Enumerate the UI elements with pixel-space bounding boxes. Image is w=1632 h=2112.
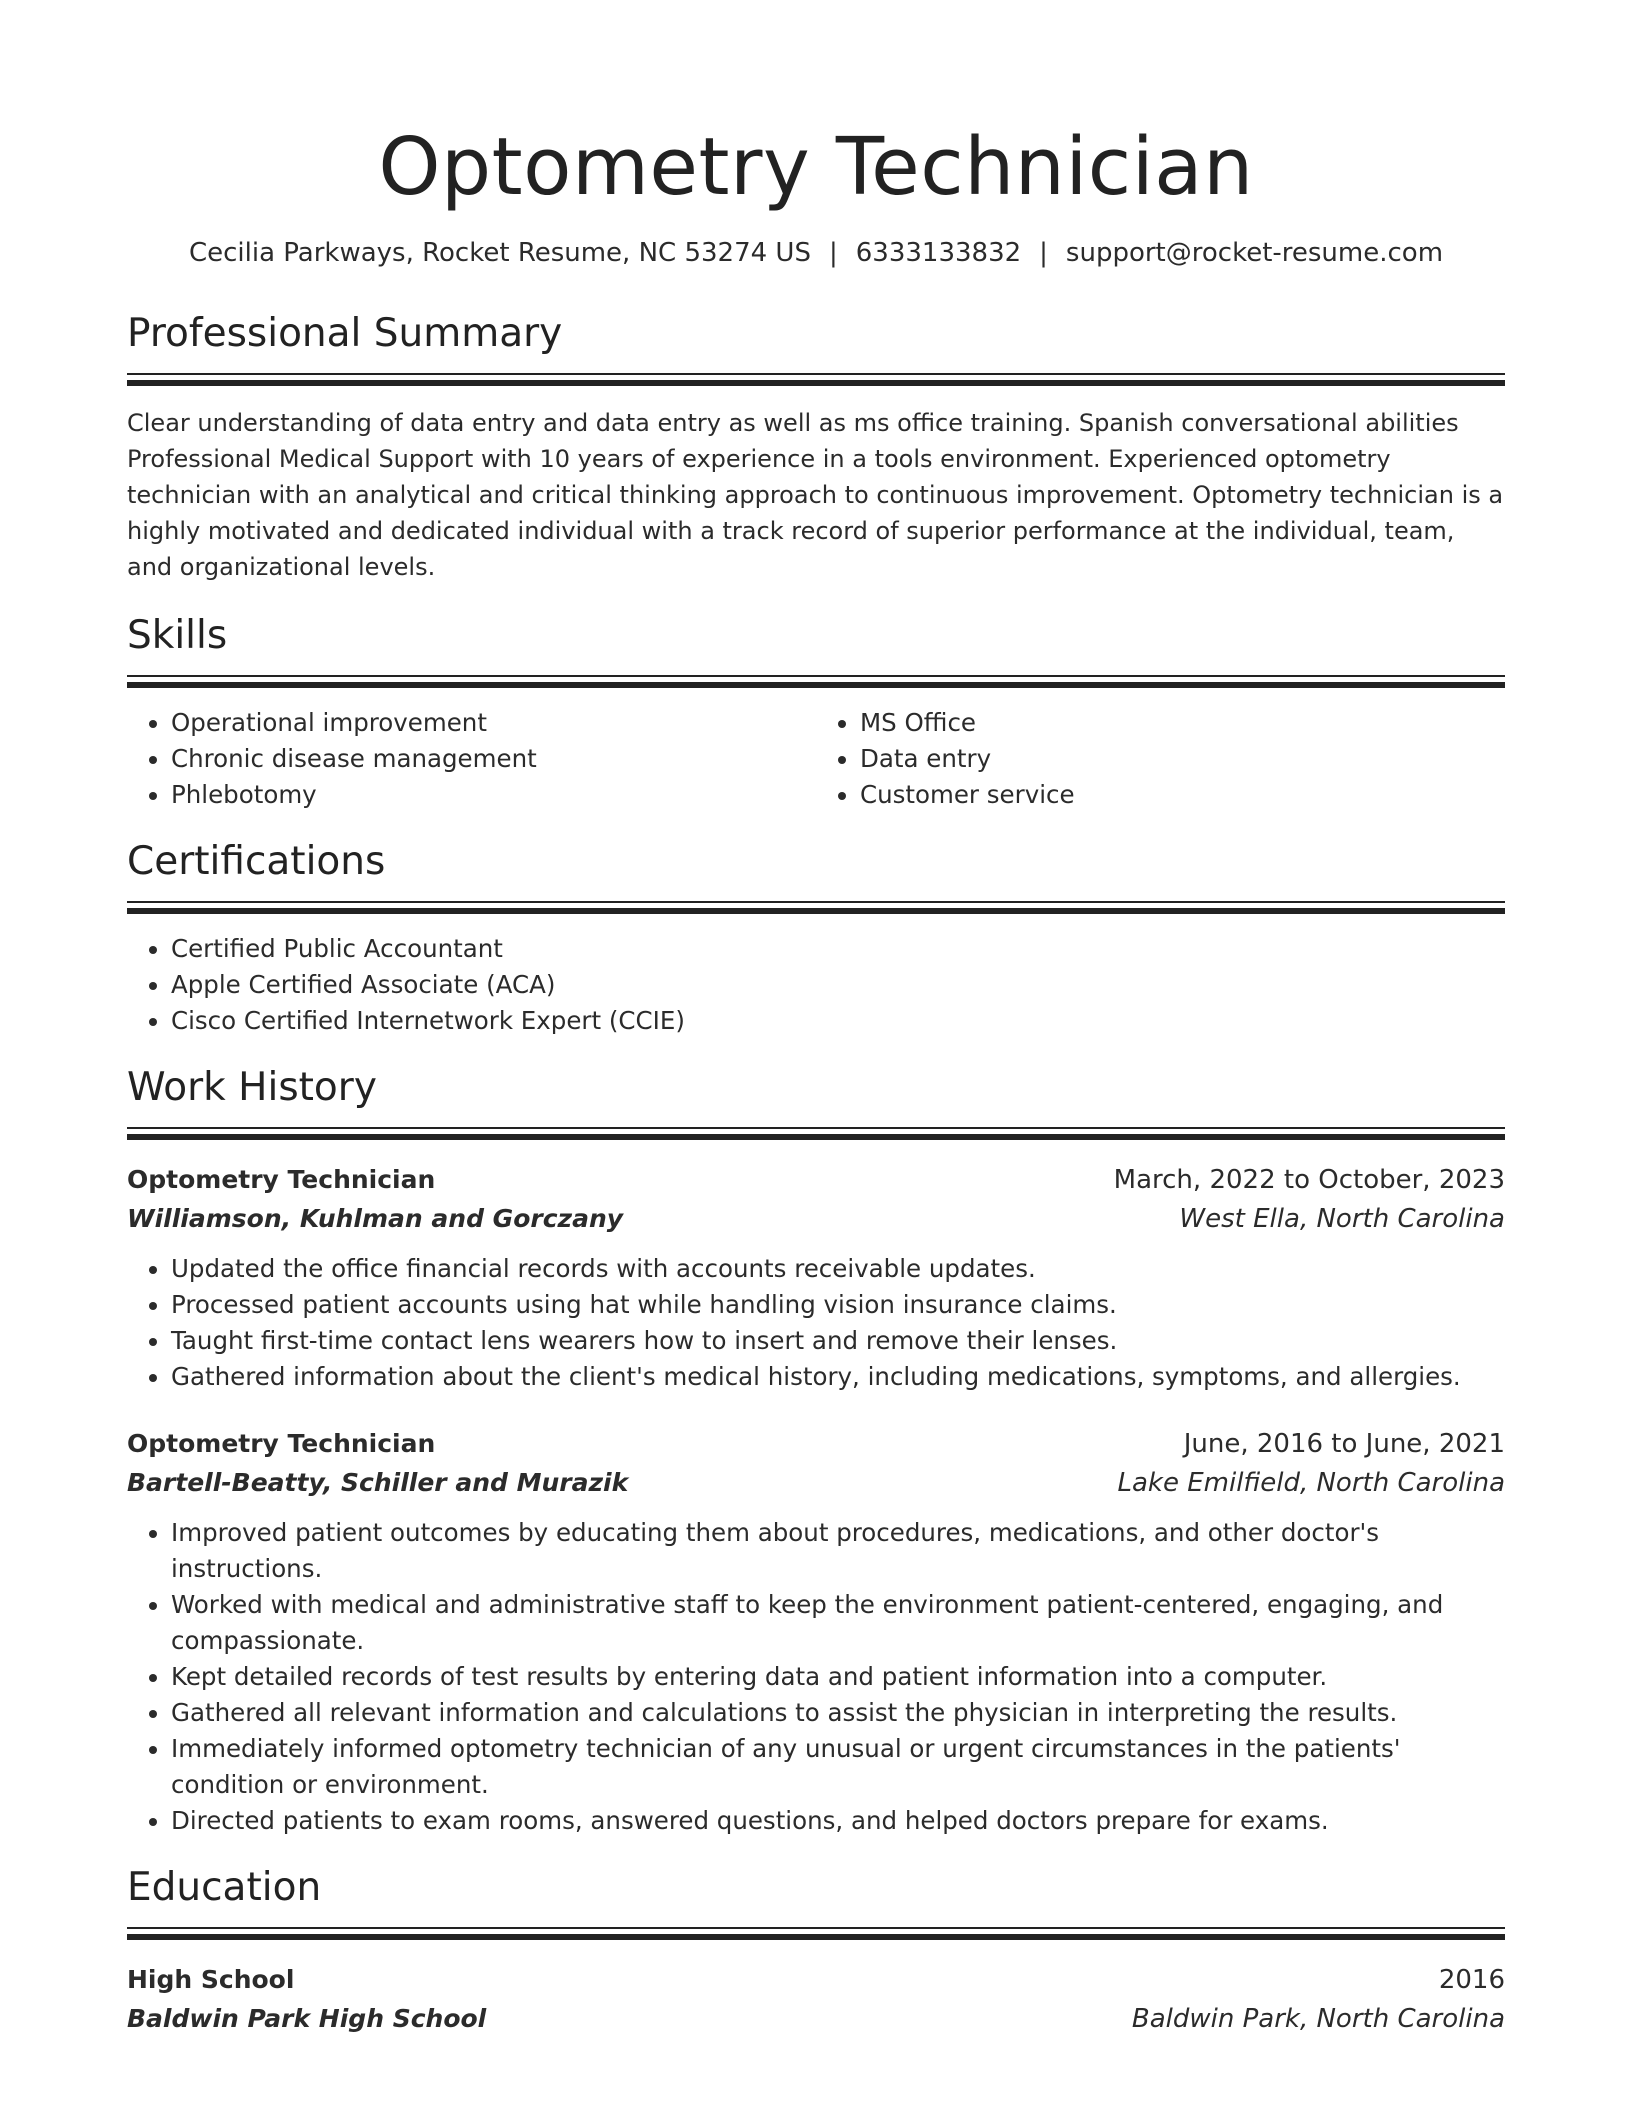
contact-separator: | — [828, 238, 838, 268]
school-location: Baldwin Park, North Carolina — [1131, 2004, 1505, 2034]
job-dates: March, 2022 to October, 2023 — [1113, 1165, 1505, 1195]
job-bullet: • Improved patient outcomes by educating them about procedures, medications, and other doctor's instructions. — [171, 1515, 1505, 1587]
job-bullet: • Directed patients to exam rooms, answered questions, and helped doctors prepare for exams. — [171, 1803, 1505, 1839]
work-history-heading: Work History — [127, 1065, 377, 1110]
job-bullets — [127, 1515, 1505, 1839]
job-dates: June, 2016 to June, 2021 — [1183, 1429, 1505, 1459]
job-bullet: • Immediately informed optometry technician of any unusual or urgent circumstances in the patients' condition or environment. — [171, 1731, 1505, 1803]
skill-item: • Chronic disease management — [171, 741, 816, 777]
skills-column-left — [127, 705, 816, 813]
skill-item: • Data entry — [860, 741, 1505, 777]
certification-item: • Apple Certified Associate (ACA) — [171, 967, 1505, 1003]
certifications-section — [127, 837, 1505, 1039]
resume-title: Optometry Technician — [378, 121, 1254, 213]
job-bullet: • Taught first-time contact lens wearers how to insert and remove their lenses. — [171, 1323, 1505, 1359]
skills-section — [127, 611, 1505, 813]
section-divider — [127, 1927, 1505, 1941]
certification-item: • Certified Public Accountant — [171, 931, 1505, 967]
summary-text: Clear understanding of data entry and data entry as well as ms office training. Spanish conversational abilities Professional Medical Support with 10 years of experience in a tools environment. Experienced optometry technician with an analytical and critical thinking approach to continuous improvement. Optometry technician is a highly motivated and dedicated individual with a track record of superior performance at the individual, team, and organizational levels. — [127, 409, 1504, 581]
contact-line — [127, 235, 1505, 271]
skill-item: • Phlebotomy — [171, 777, 816, 813]
job-bullet: • Updated the office financial records with accounts receivable updates. — [171, 1251, 1505, 1287]
company-name: Williamson, Kuhlman and Gorczany — [127, 1204, 624, 1233]
skill-item: • MS Office — [860, 705, 1505, 741]
summary-section — [127, 309, 1505, 585]
contact-phone: 6333133832 — [855, 238, 1022, 268]
job-entry — [127, 1425, 1505, 1839]
job-bullet: • Worked with medical and administrative staff to keep the environment patient-centered, engaging, and compassionate. — [171, 1587, 1505, 1659]
section-divider — [127, 675, 1505, 689]
skill-item: • Operational improvement — [171, 705, 816, 741]
skills-heading: Skills — [127, 613, 228, 658]
skills-columns — [127, 705, 1505, 813]
work-history-section — [127, 1063, 1505, 1839]
contact-separator: | — [1039, 238, 1048, 268]
skill-item: • Customer service — [860, 777, 1505, 813]
job-bullet: • Gathered all relevant information and calculations to assist the physician in interpreting the results. — [171, 1695, 1505, 1731]
education-year: 2016 — [1438, 1965, 1505, 1995]
education-entry — [127, 1961, 1505, 2039]
job-bullets — [127, 1251, 1505, 1395]
section-divider — [127, 901, 1505, 915]
company-name: Bartell-Beatty, Schiller and Murazik — [127, 1468, 629, 1497]
certifications-heading: Certifications — [127, 839, 386, 884]
job-entry — [127, 1161, 1505, 1395]
job-bullet: • Gathered information about the client's medical history, including medications, symptoms, and allergies. — [171, 1359, 1505, 1395]
job-location: West Ella, North Carolina — [1179, 1204, 1505, 1234]
contact-email: support@rocket-resume.com — [1065, 238, 1444, 268]
job-bullet: • Processed patient accounts using hat while handling vision insurance claims. — [171, 1287, 1505, 1323]
job-title: Optometry Technician — [127, 1429, 436, 1458]
skills-column-right — [816, 705, 1505, 813]
degree-name: High School — [127, 1965, 295, 1994]
education-section — [127, 1863, 1505, 2039]
job-location: Lake Emilfield, North Carolina — [1117, 1468, 1505, 1498]
job-title: Optometry Technician — [127, 1165, 436, 1194]
section-divider — [127, 1127, 1505, 1141]
education-heading: Education — [127, 1865, 322, 1910]
contact-address: Cecilia Parkways, Rocket Resume, NC 53274 US — [188, 238, 811, 268]
school-name: Baldwin Park High School — [127, 2004, 487, 2033]
section-divider — [127, 373, 1505, 387]
certification-item: • Cisco Certified Internetwork Expert (CCIE) — [171, 1003, 1505, 1039]
certifications-list — [127, 931, 1505, 1039]
summary-heading: Professional Summary — [127, 311, 563, 356]
job-bullet: • Kept detailed records of test results by entering data and patient information into a computer. — [171, 1659, 1505, 1695]
